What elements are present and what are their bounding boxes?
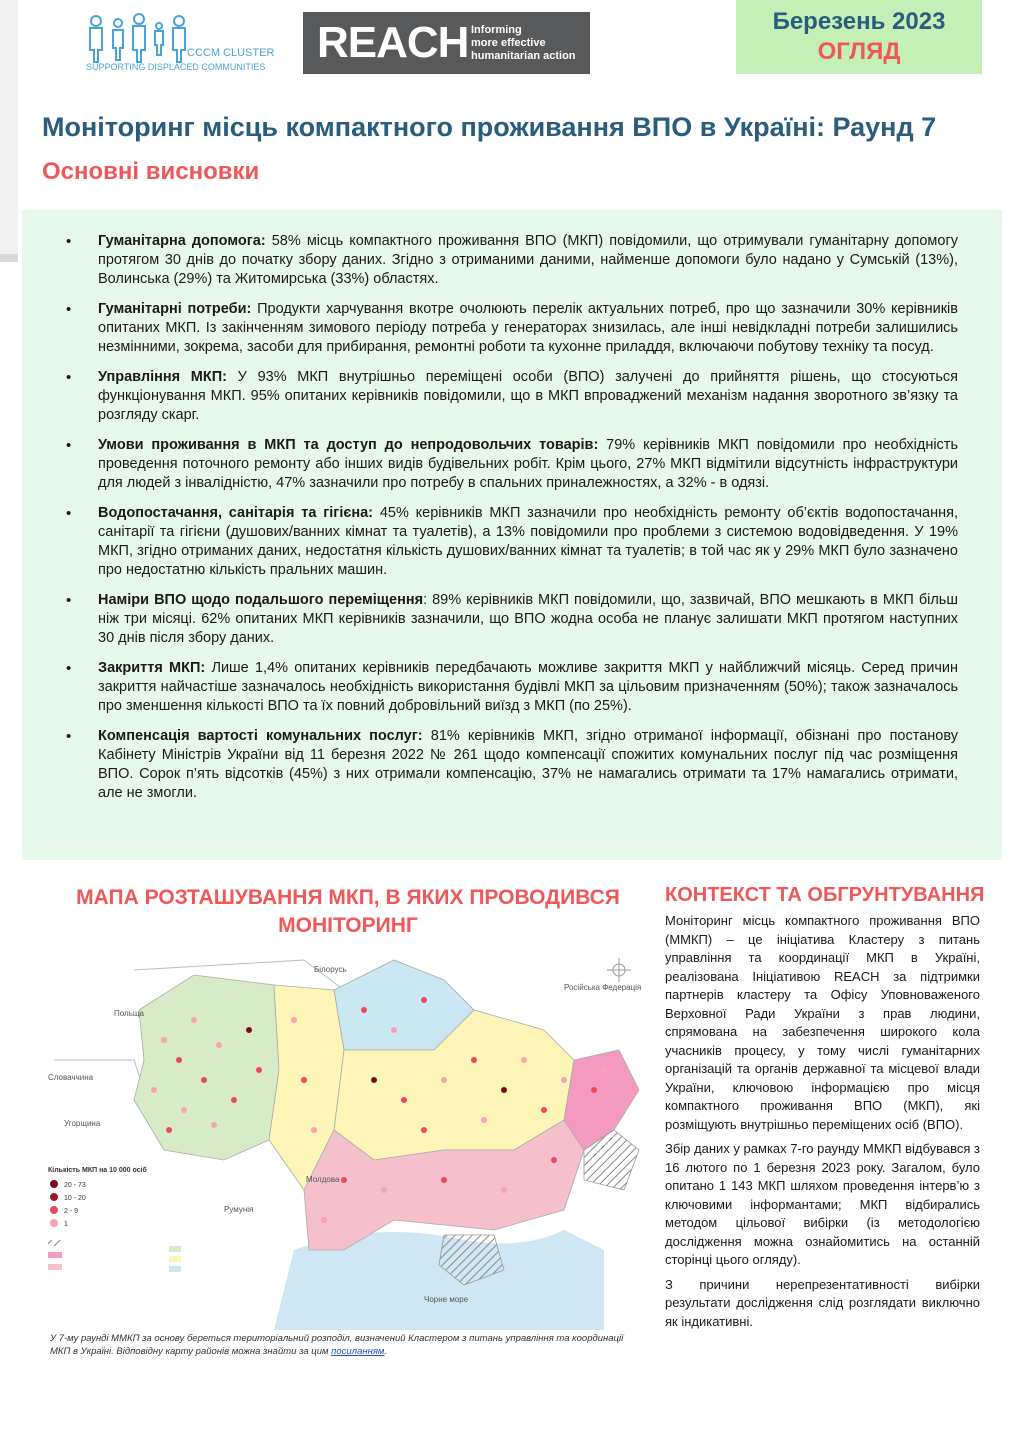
region-west (134, 975, 279, 1160)
finding-item: • Компенсація вартості комунальних послуг: 81% керівників МКП, згідно отриманої інформації, обізнані про постанову Кабінету Міністрів України від 11 березня 2022 № 261 щодо компенсації спожитих комунальних послуг під час розміщення ВПО. Сорок п’ять відсотків (45%) з них отримали компенсацію, 37% не намагались отримати та 17% намагались отримати, але не змогли. (98, 727, 958, 803)
context-paragraph: Моніторинг місць компактного проживання ВПО (ММКП) – це ініціатива Кластеру з питань управління та координації МКП в Україні, реалізована Ініціативою REACH за підтримки партнерів кластеру та Офісу Уповноваженого Верховної Ради України з прав людини, спрямована на забезпечення широкого кола учасників процесу, у тому числі гуманітарних організацій та органів державної та місцевої влади України, ключовою інформацією про місця компактного проживання ВПО (МКП), які розміщують внутрішньо переміщених осіб (ВПО). (665, 913, 980, 1132)
label-poland: Польща (114, 1009, 144, 1018)
context-title: КОНТЕКСТ ТА ОБГРУНТУВАННЯ (665, 884, 985, 906)
cccm-locations-map (44, 950, 644, 1330)
context-paragraph: З причини нерепрезентативності вибірки результати дослідження слід розглядати виключно як індикативні. (665, 1276, 980, 1329)
reach-logo (303, 12, 590, 74)
svg-text:20 - 73: 20 - 73 (64, 1182, 86, 1189)
map-caption: У 7-му раунді ММКП за основу береться територіальний розподіл, визначений Кластером з питань управління та координації МКП в Україні. Відповідну карту районів можна знайти за цим посиланням. (50, 1333, 624, 1357)
label-hungary: Угорщина (64, 1119, 101, 1128)
finding-item: • Водопостачання, санітарія та гігієна: 45% керівників МКП зазначили про необхідність ремонту об’єктів водопостачання, санітарії та гігієни (душових/ванних кімнат та туалетів), а 13% повідомили про проблеми з системою водовідведення. У 19% МКП, згідно отриманих даних, недостатня кількість душових/ванних кімнат та туалетів; в той час як у 29% МКП було зазначено про недостатню кількість пральних машин. (98, 504, 958, 580)
label-moldova: Молдова (306, 1175, 340, 1184)
finding-item: • Гуманітарні потреби: Продукти харчування вкотре очолюють перелік актуальних потреб, про що зазначили 30% керівників опитаних МКП. Із закінченням зимового періоду потреба у генераторах знизилась, але інші невідкладні потреби залишились незмінними, зокрема, засоби для прибирання, ремонтні роботи та кухонне приладдя, включаючи побутову техніку та посуд. (98, 300, 958, 357)
findings-list (22, 210, 1002, 803)
svg-text:SUPPORTING DISPLACED COMMUNITI: SUPPORTING DISPLACED COMMUNITIES (86, 62, 266, 72)
date-badge (736, 0, 982, 74)
page-subtitle: Основні висновки (42, 158, 260, 185)
label-slovakia: Словаччина (48, 1073, 94, 1082)
key-findings-panel (22, 210, 1002, 860)
finding-item: • Закриття МКП: Лише 1,4% опитаних керівників передбачають можливе закриття МКП у найближчий місяць. Серед причин закриття найчастіше зазначалось необхідність використання будівлі МКП за цільовим призначенням (50%); також зазначалось про зменшення кількості ВПО та їх повний добровільний виїзд з МКП (по 25%). (98, 659, 958, 716)
page-title: Моніторинг місць компактного проживання ВПО в Україні: Раунд 7 (42, 112, 937, 142)
label-black-sea: Чорне море (424, 1295, 469, 1304)
label-romania: Румунія (224, 1205, 254, 1214)
map-caption-link[interactable]: посиланням (331, 1346, 385, 1357)
page-edge-shadow (0, 0, 18, 262)
svg-text:10 - 20: 10 - 20 (64, 1195, 86, 1202)
document-type: ОГЛЯД (817, 38, 901, 65)
finding-item: • Гуманітарна допомога: 58% місць компактного проживання ВПО (МКП) повідомили, що отримували гуманітарну допомогу протягом 30 днів до початку збору даних. Згідно з отриманими даними, найменше допомоги було надано у Сумській (13%), Волинська (29%) та Житомирська (33%) областях. (98, 232, 958, 289)
reach-wordmark: REACH (317, 18, 469, 67)
label-belarus: Білорусь (314, 965, 347, 974)
context-body (665, 912, 980, 1337)
finding-item: • Наміри ВПО щодо подальшого переміщення: 89% керівників МКП повідомили, що, зазвичай, ВПО мешкають в МКП більш ніж три місяці. 62% опитаних МКП керівників зазначили, що ВПО жодна особа не планує залишати МКП протягом наступних 30 днів після збору даних. (98, 591, 958, 648)
reach-tagline: Informing more effective humanitarian action (471, 24, 576, 62)
finding-item: • Управління МКП: У 93% МКП внутрішньо переміщені особи (ВПО) залучені до прийняття рішень, що стосуються функціонування МКП. 95% опитаних керівників повідомили, що в МКП впроваджений механізм надання зворотного зв’язку та розгляду скарг. (98, 368, 958, 425)
finding-item: • Умови проживання в МКП та доступ до непродовольчих товарів: 79% керівників МКП повідомили про необхідність проведення поточного ремонту або інших видів будівельних робіт. Крім цього, 27% МКП відмітили відсутність інфраструктури для людей з інвалідністю, 47% зазначили про потребу в спальних приналежностях, а 32% - в одязі. (98, 436, 958, 493)
legend-title: Кількість МКП на 10 000 осіб (48, 1167, 147, 1174)
cccm-cluster-logo (84, 12, 284, 74)
svg-text:CCCM CLUSTER: CCCM CLUSTER (187, 47, 275, 59)
date-month: Березень 2023 (772, 8, 946, 35)
svg-text:1: 1 (64, 1221, 68, 1228)
svg-text:2 - 9: 2 - 9 (64, 1208, 79, 1215)
context-paragraph: Збір даних у рамках 7-го раунду ММКП відбувався з 16 лютого по 1 березня 2023 року. Загалом, було опитано 1 143 МКП шляхом проведення інтерв’ю з ключовими інформантами; МКП відбирались методом цільової вибірки (із методологією дослідження можна ознайомитись на останній сторінці цього огляду). (665, 1141, 980, 1267)
label-russia: Російська Федерація (564, 983, 642, 992)
map-title: МАПА РОЗТАШУВАННЯ МКП, В ЯКИХ ПРОВОДИВСЯ МОНІТОРИНГ (76, 886, 620, 937)
